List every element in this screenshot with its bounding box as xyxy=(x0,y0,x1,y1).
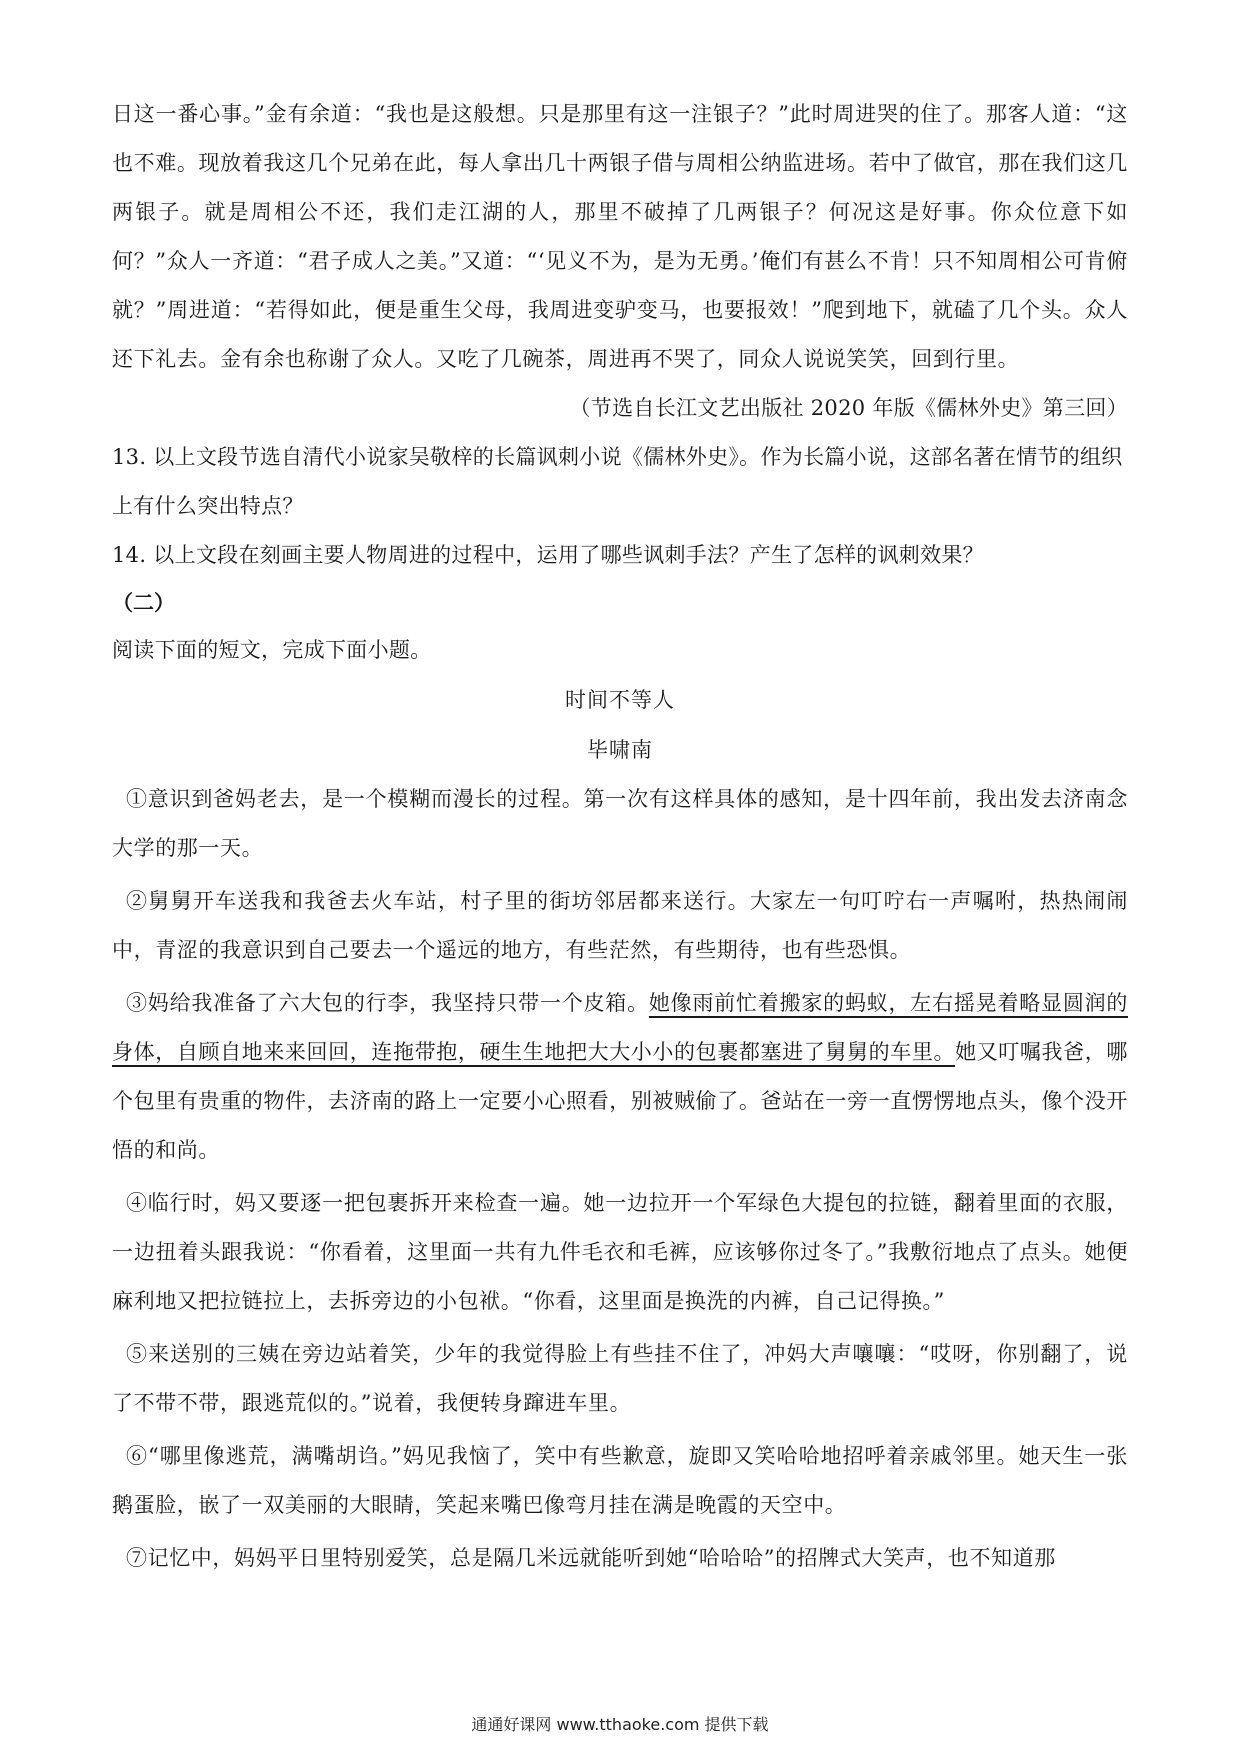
paragraph-5: ⑤来送别的三姨在旁边站着笑，少年的我觉得脸上有些挂不住了，冲妈大声嚷嚷：“哎呀，你别翻了，说了不带不带，跟逃荒似的。”说着，我便转身蹿进车里。 xyxy=(112,1342,1128,1415)
section-instruction: 阅读下面的短文，完成下面小题。 xyxy=(112,638,432,662)
paragraph-3 xyxy=(112,979,1128,1175)
paragraph-7: ⑦记忆中，妈妈平日里特别爱笑，总是隔几米远就能听到她“哈哈哈”的招牌式大笑声，也不知道那 xyxy=(126,1546,1056,1570)
paragraph-3-start: ③妈给我准备了六大包的行李，我坚持只带一个皮箱。 xyxy=(126,991,649,1015)
excerpt-source: （节选自长江文艺出版社 2020 年版《儒林外史》第三回） xyxy=(569,396,1128,420)
paragraph-6: ⑥“哪里像逃荒，满嘴胡诌。”妈见我恼了，笑中有些歉意，旋即又笑哈哈地招呼着亲戚邻里。她天生一张鹅蛋脸，嵌了一双美丽的大眼睛，笑起来嘴巴像弯月挂在满是晚霞的天空中。 xyxy=(112,1444,1128,1517)
excerpt-text: 日这一番心事。”金有余道：“我也是这般想。只是那里有这一注银子？”此时周进哭的住了。那客人道：“这也不难。现放着我这几个兄弟在此，每人拿出几十两银子借与周相公纳监进场。若中了做官，那在我们这几两银子。就是周相公不还，我们走江湖的人，那里不破掉了几两银子？何况这是好事。你众位意下如何？”众人一齐道：“君子成人之美。”又道：“‘见义不为，是为无勇。’俺们有甚么不肯！只不知周相公可肯俯就？”周进道：“若得如此，便是重生父母，我周进变驴变马，也要报效！”爬到地下，就磕了几个头。众人还下礼去。金有余也称谢了众人。又吃了几碗茶，周进再不哭了，同众人说说笑笑，回到行里。 xyxy=(112,102,1128,371)
paragraph-4: ④临行时，妈又要逐一把包裹拆开来检查一遍。她一边拉开一个军绿色大提包的拉链，翻着里面的衣服，一边扭着头跟我说：“你看着，这里面一共有九件毛衣和毛裤，应该够你过冬了。”我敷衍地点了点头。她便麻利地又把拉链拉上，去拆旁边的小包袱。“你看，这里面是换洗的内裤，自己记得换。” xyxy=(112,1191,1128,1313)
page-footer: 通通好课网 www.tthaoke.com 提供下载 xyxy=(471,1715,769,1734)
document-page xyxy=(112,90,1128,1583)
paragraph-3-end: 她又叮嘱我爸，哪个包里有贵重的物件，去济南的路上一定要小心照看，别被贼偷了。爸站在一旁一直愣愣地点头，像个没开悟的和尚。 xyxy=(112,1040,1128,1162)
underlined-sentence: 她像雨前忙着搬家的蚂蚁，左右摇晃着略显圆润的身体，自顾自地来来回回，连拖带抱，硬生生地把大大小小的包裹都塞进了舅舅的车里。 xyxy=(112,991,1128,1064)
paragraph-1: ①意识到爸妈老去，是一个模糊而漫长的过程。第一次有这样具体的感知，是十四年前，我出发去济南念大学的那一天。 xyxy=(112,787,1128,860)
question-13: 13. 以上文段节选自清代小说家吴敬梓的长篇讽刺小说《儒林外史》。作为长篇小说，这部名著在情节的组织上有什么突出特点？ xyxy=(112,445,1123,518)
paragraph-2: ②舅舅开车送我和我爸去火车站，村子里的街坊邻居都来送行。大家左一句叮咛右一声嘱咐，热热闹闹中，青涩的我意识到自己要去一个遥远的地方，有些茫然，有些期待，也有些恐惧。 xyxy=(112,889,1128,962)
question-14: 14. 以上文段在刻画主要人物周进的过程中，运用了哪些讽刺手法？产生了怎样的讽刺效果？ xyxy=(112,543,984,567)
section-heading: （二） xyxy=(112,590,175,615)
essay-author: 毕啸南 xyxy=(587,738,653,762)
essay-title: 时间不等人 xyxy=(565,688,675,712)
